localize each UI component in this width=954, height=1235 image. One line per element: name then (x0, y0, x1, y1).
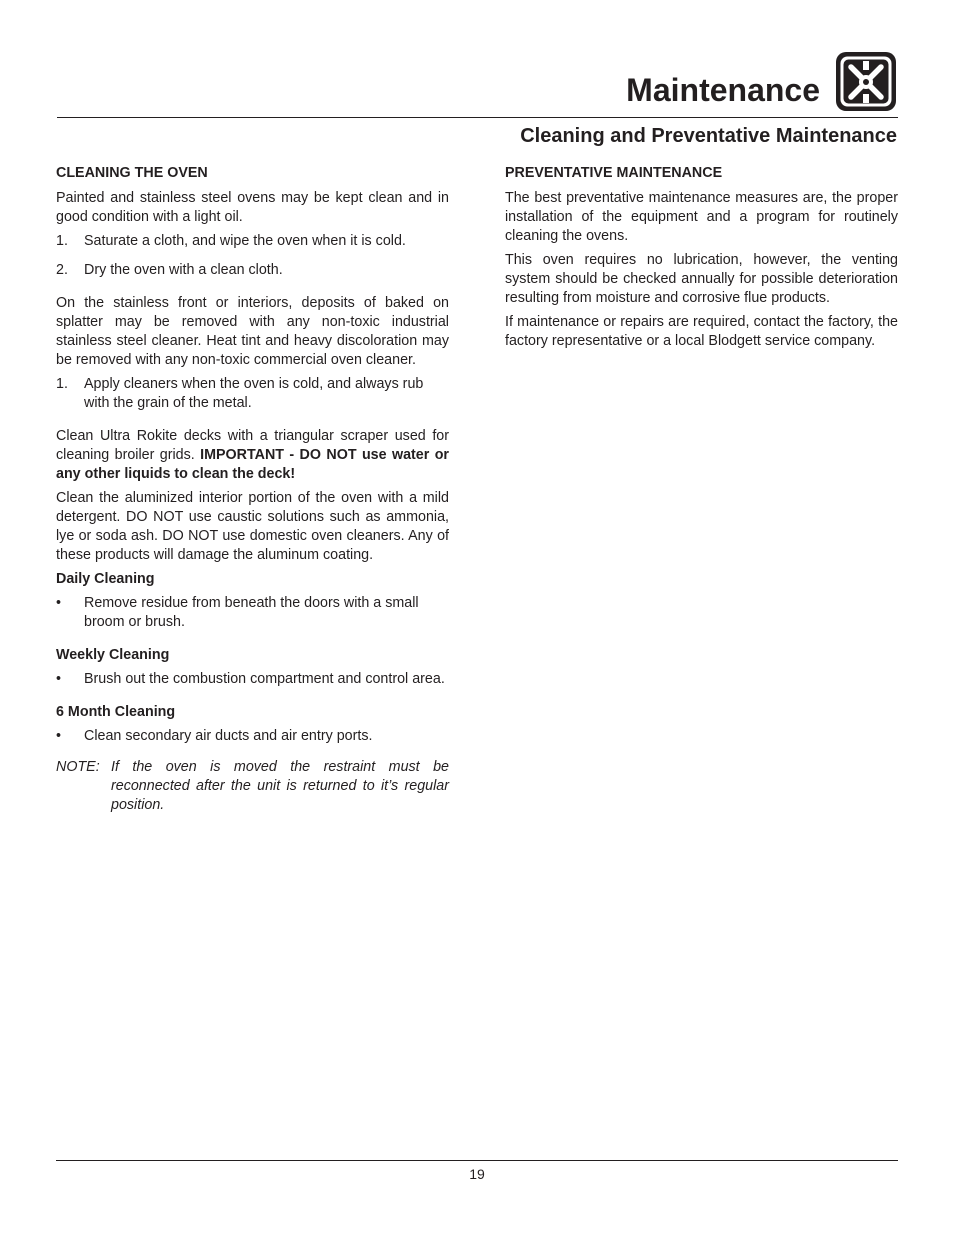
preventative-maintenance-heading: PREVENTATIVE MAINTENANCE (505, 165, 723, 181)
list-text: Clean secondary air ducts and air entry ports. (84, 728, 373, 744)
daily-cleaning-heading: Daily Cleaning (56, 571, 155, 587)
rokite-warning: IMPORTANT - DO NOT use water or any other liquids to clean the deck! (56, 447, 449, 482)
bullet: • (56, 595, 62, 611)
lubrication-paragraph: This oven requires no lubrication, however, the venting system should be checked annually for possible deterioration resulting from moisture and corrosive flue products. (505, 252, 898, 306)
wrench-screwdriver-maintenance-icon (834, 50, 898, 113)
rokite-text: Clean Ultra Rokite decks with a triangular scraper used for cleaning broiler grids. (56, 428, 449, 463)
list-item (56, 375, 449, 413)
list-text: Brush out the combustion compartment and control area. (84, 671, 445, 687)
list-text: Remove residue from beneath the doors with a small broom or brush. (84, 595, 419, 630)
list-number: 1. (56, 376, 68, 392)
list-text: Saturate a cloth, and wipe the oven when it is cold. (84, 233, 406, 249)
header-rule (57, 117, 898, 118)
list-item (56, 670, 449, 689)
preventative-paragraph: The best preventative maintenance measures are, the proper installation of the equipment and a program for routinely cleaning the ovens. (505, 190, 898, 244)
bullet: • (56, 671, 62, 687)
note-text: If the oven is moved the restraint must be reconnected after the unit is returned to it’s regular position. (111, 759, 449, 813)
list-number: 1. (56, 233, 68, 249)
list-item (56, 232, 449, 251)
note-label: NOTE: (56, 759, 100, 775)
cleaning-oven-heading: CLEANING THE OVEN (56, 165, 208, 181)
bullet: • (56, 728, 62, 744)
repairs-paragraph: If maintenance or repairs are required, contact the factory, the factory representative or a local Blodgett service company. (505, 314, 898, 349)
list-text: Apply cleaners when the oven is cold, and always rub with the grain of the metal. (84, 376, 424, 411)
stainless-paragraph: On the stainless front or interiors, deposits of baked on splatter may be removed with any non-toxic industrial stainless steel cleaner. Heat tint and heavy discoloration may be removed with any non-toxic commercial oven cleaner. (56, 295, 449, 368)
list-item (56, 727, 449, 746)
intro-paragraph: Painted and stainless steel ovens may be kept clean and in good condition with a light oil. (56, 190, 449, 225)
page-number: 19 (469, 1166, 485, 1182)
section-title: Cleaning and Preventative Maintenance (520, 125, 897, 147)
footer-rule (56, 1160, 898, 1161)
aluminized-paragraph: Clean the aluminized interior portion of the oven with a mild detergent. DO NOT use caustic solutions such as ammonia, lye or soda ash. DO NOT use domestic oven cleaners. Any of these products will damage the aluminum coating. (56, 490, 449, 563)
list-text: Dry the oven with a clean cloth. (84, 262, 283, 278)
note (56, 758, 449, 815)
right-column (505, 164, 898, 356)
rokite-paragraph (56, 427, 449, 484)
six-month-cleaning-heading: 6 Month Cleaning (56, 704, 176, 720)
list-item (56, 594, 449, 632)
list-item (56, 261, 449, 280)
left-column (56, 164, 449, 815)
weekly-cleaning-heading: Weekly Cleaning (56, 647, 170, 663)
list-number: 2. (56, 262, 68, 278)
page-title: Maintenance (626, 72, 820, 108)
